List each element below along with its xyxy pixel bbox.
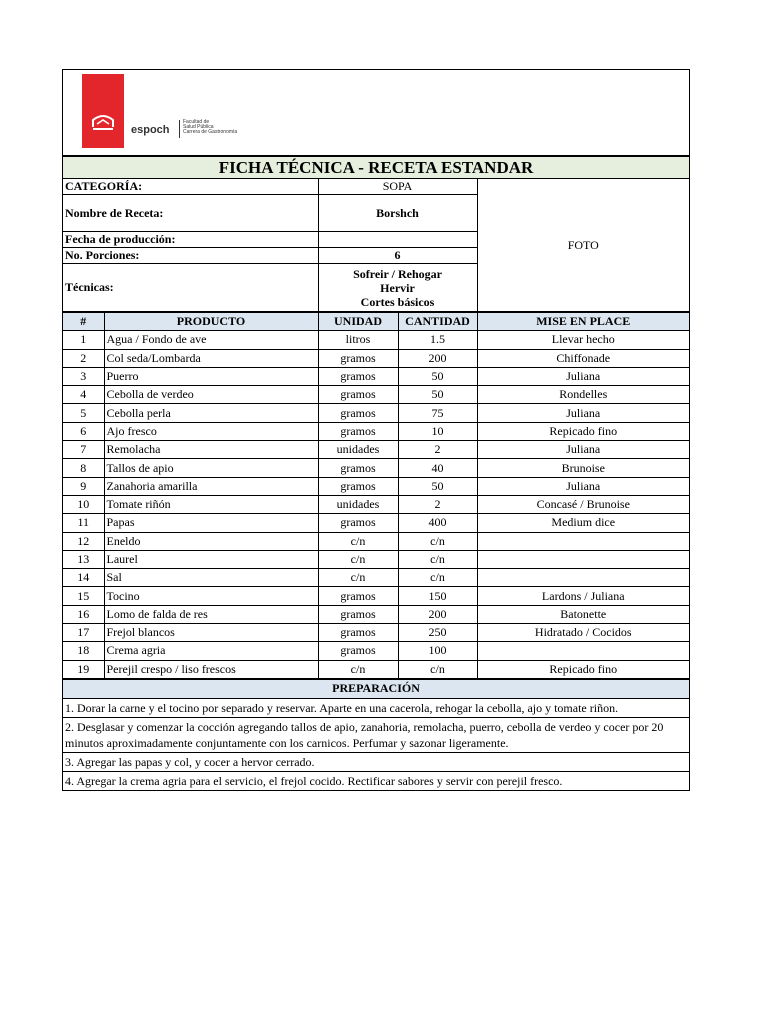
tecnica-item: Cortes básicos <box>360 294 435 309</box>
row-producto: Tocino <box>104 587 318 605</box>
info-table <box>63 156 689 312</box>
recipe-sheet <box>62 69 690 791</box>
header-mise-en-place: MISE EN PLACE <box>477 313 689 331</box>
row-producto: Col seda/Lombarda <box>104 349 318 367</box>
row-producto: Crema agria <box>104 642 318 660</box>
row-mise-en-place <box>477 569 689 587</box>
row-unidad: gramos <box>318 477 398 495</box>
row-number: 12 <box>63 532 104 550</box>
row-unidad: unidades <box>318 441 398 459</box>
nombre-value: Borshch <box>318 195 477 232</box>
table-row <box>63 495 689 513</box>
row-mise-en-place: Lardons / Juliana <box>477 587 689 605</box>
row-cantidad: c/n <box>398 532 477 550</box>
fecha-value <box>318 232 477 248</box>
table-row <box>63 569 689 587</box>
row-producto: Ajo fresco <box>104 422 318 440</box>
row-mise-en-place <box>477 532 689 550</box>
logo-name: espoch <box>131 124 170 136</box>
table-row <box>63 404 689 422</box>
row-number: 1 <box>63 331 104 349</box>
table-row <box>63 514 689 532</box>
header-unidad: UNIDAD <box>318 313 398 331</box>
row-unidad: gramos <box>318 587 398 605</box>
row-unidad: unidades <box>318 495 398 513</box>
row-unidad: gramos <box>318 386 398 404</box>
tecnicas-value <box>318 264 477 312</box>
row-number: 15 <box>63 587 104 605</box>
row-cantidad: 1.5 <box>398 331 477 349</box>
row-number: 16 <box>63 605 104 623</box>
row-number: 10 <box>63 495 104 513</box>
row-cantidad: c/n <box>398 550 477 568</box>
table-row <box>63 642 689 660</box>
row-producto: Papas <box>104 514 318 532</box>
row-unidad: litros <box>318 331 398 349</box>
fecha-label: Fecha de producción: <box>63 232 318 248</box>
row-number: 8 <box>63 459 104 477</box>
row-mise-en-place <box>477 642 689 660</box>
row-mise-en-place: Rondelles <box>477 386 689 404</box>
preparation-step: 2. Desglasar y comenzar la cocción agregando tallos de apio, zanahoria, remolacha, puerro, cebolla de verdeo y cocer por 20 minutos aproximadamente conjuntamente con los carnicos. Perfumar y sazonar ligeramente. <box>63 717 689 752</box>
porciones-label: No. Porciones: <box>63 248 318 264</box>
tecnica-item: Sofreir / Rehogar <box>353 266 442 281</box>
preparation-step: 1. Dorar la carne y el tocino por separado y reservar. Aparte en una cacerola, rehogar la cebolla, ajo y tomate riñon. <box>63 698 689 717</box>
row-producto: Remolacha <box>104 441 318 459</box>
preparation-step: 3. Agregar las papas y col, y cocer a hervor cerrado. <box>63 752 689 771</box>
row-number: 3 <box>63 367 104 385</box>
row-cantidad: 50 <box>398 386 477 404</box>
logo-sub-line: Facultad de <box>183 119 210 125</box>
row-producto: Laurel <box>104 550 318 568</box>
row-unidad: gramos <box>318 514 398 532</box>
row-cantidad: c/n <box>398 569 477 587</box>
table-row <box>63 660 689 678</box>
logo-wordmark <box>131 119 238 136</box>
row-unidad: c/n <box>318 569 398 587</box>
row-number: 18 <box>63 642 104 660</box>
row-cantidad: 2 <box>398 495 477 513</box>
row-number: 7 <box>63 441 104 459</box>
preparation-table <box>63 679 689 790</box>
row-number: 2 <box>63 349 104 367</box>
row-number: 9 <box>63 477 104 495</box>
preparation-title: PREPARACIÓN <box>63 679 689 698</box>
table-row <box>63 587 689 605</box>
row-unidad: gramos <box>318 349 398 367</box>
table-header-row <box>63 313 689 331</box>
row-number: 11 <box>63 514 104 532</box>
espoch-logo-icon <box>82 74 124 148</box>
row-cantidad: 400 <box>398 514 477 532</box>
row-unidad: c/n <box>318 660 398 678</box>
table-row <box>63 605 689 623</box>
products-table <box>63 312 689 679</box>
logo-sub-line: Salud Pública <box>183 124 214 130</box>
tecnicas-label: Técnicas: <box>63 264 318 312</box>
row-number: 13 <box>63 550 104 568</box>
row-producto: Puerro <box>104 367 318 385</box>
row-producto: Frejol blancos <box>104 624 318 642</box>
row-mise-en-place: Juliana <box>477 404 689 422</box>
row-mise-en-place: Juliana <box>477 367 689 385</box>
table-row <box>63 532 689 550</box>
row-unidad: gramos <box>318 624 398 642</box>
row-producto: Cebolla de verdeo <box>104 386 318 404</box>
table-row <box>63 624 689 642</box>
table-row <box>63 459 689 477</box>
row-producto: Eneldo <box>104 532 318 550</box>
porciones-value: 6 <box>318 248 477 264</box>
row-cantidad: 10 <box>398 422 477 440</box>
row-cantidad: c/n <box>398 660 477 678</box>
row-mise-en-place: Brunoise <box>477 459 689 477</box>
table-row <box>63 331 689 349</box>
row-number: 14 <box>63 569 104 587</box>
page-title: FICHA TÉCNICA - RECETA ESTANDAR <box>63 157 689 179</box>
header-cantidad: CANTIDAD <box>398 313 477 331</box>
row-mise-en-place: Chiffonade <box>477 349 689 367</box>
header-number: # <box>63 313 104 331</box>
row-mise-en-place: Repicado fino <box>477 660 689 678</box>
logo-divider <box>179 120 180 138</box>
logo-sub-line: Carrera de Gastronomía <box>183 129 238 135</box>
row-unidad: c/n <box>318 532 398 550</box>
logo-subtitle <box>183 120 237 135</box>
photo-placeholder: FOTO <box>477 179 689 312</box>
row-number: 17 <box>63 624 104 642</box>
row-unidad: gramos <box>318 367 398 385</box>
categoria-value: SOPA <box>318 179 477 195</box>
row-mise-en-place: Repicado fino <box>477 422 689 440</box>
table-row <box>63 422 689 440</box>
row-number: 19 <box>63 660 104 678</box>
row-unidad: gramos <box>318 605 398 623</box>
row-cantidad: 2 <box>398 441 477 459</box>
table-row <box>63 349 689 367</box>
row-producto: Agua / Fondo de ave <box>104 331 318 349</box>
row-number: 6 <box>63 422 104 440</box>
row-cantidad: 150 <box>398 587 477 605</box>
row-cantidad: 250 <box>398 624 477 642</box>
row-unidad: gramos <box>318 459 398 477</box>
row-mise-en-place: Juliana <box>477 477 689 495</box>
row-mise-en-place: Medium dice <box>477 514 689 532</box>
row-mise-en-place: Hidratado / Cocidos <box>477 624 689 642</box>
row-producto: Zanahoria amarilla <box>104 477 318 495</box>
preparation-step: 4. Agregar la crema agria para el servicio, el frejol cocido. Rectificar sabores y servir con perejil fresco. <box>63 771 689 790</box>
row-mise-en-place: Juliana <box>477 441 689 459</box>
row-mise-en-place <box>477 550 689 568</box>
tecnica-item: Hervir <box>380 280 415 295</box>
row-unidad: c/n <box>318 550 398 568</box>
row-cantidad: 75 <box>398 404 477 422</box>
logo-area <box>63 70 689 156</box>
row-unidad: gramos <box>318 422 398 440</box>
row-producto: Sal <box>104 569 318 587</box>
table-row <box>63 477 689 495</box>
table-row <box>63 550 689 568</box>
row-cantidad: 200 <box>398 349 477 367</box>
row-cantidad: 50 <box>398 477 477 495</box>
row-mise-en-place: Llevar hecho <box>477 331 689 349</box>
categoria-label: CATEGORÍA: <box>63 179 318 195</box>
row-mise-en-place: Concasé / Brunoise <box>477 495 689 513</box>
table-row <box>63 386 689 404</box>
row-producto: Lomo de falda de res <box>104 605 318 623</box>
row-cantidad: 40 <box>398 459 477 477</box>
row-cantidad: 50 <box>398 367 477 385</box>
row-unidad: gramos <box>318 404 398 422</box>
row-producto: Tomate riñón <box>104 495 318 513</box>
table-row <box>63 367 689 385</box>
row-cantidad: 200 <box>398 605 477 623</box>
row-mise-en-place: Batonette <box>477 605 689 623</box>
row-producto: Perejil crespo / liso frescos <box>104 660 318 678</box>
row-cantidad: 100 <box>398 642 477 660</box>
row-number: 5 <box>63 404 104 422</box>
row-producto: Cebolla perla <box>104 404 318 422</box>
row-unidad: gramos <box>318 642 398 660</box>
table-row <box>63 441 689 459</box>
row-number: 4 <box>63 386 104 404</box>
nombre-label: Nombre de Receta: <box>63 195 318 232</box>
row-producto: Tallos de apio <box>104 459 318 477</box>
header-producto: PRODUCTO <box>104 313 318 331</box>
